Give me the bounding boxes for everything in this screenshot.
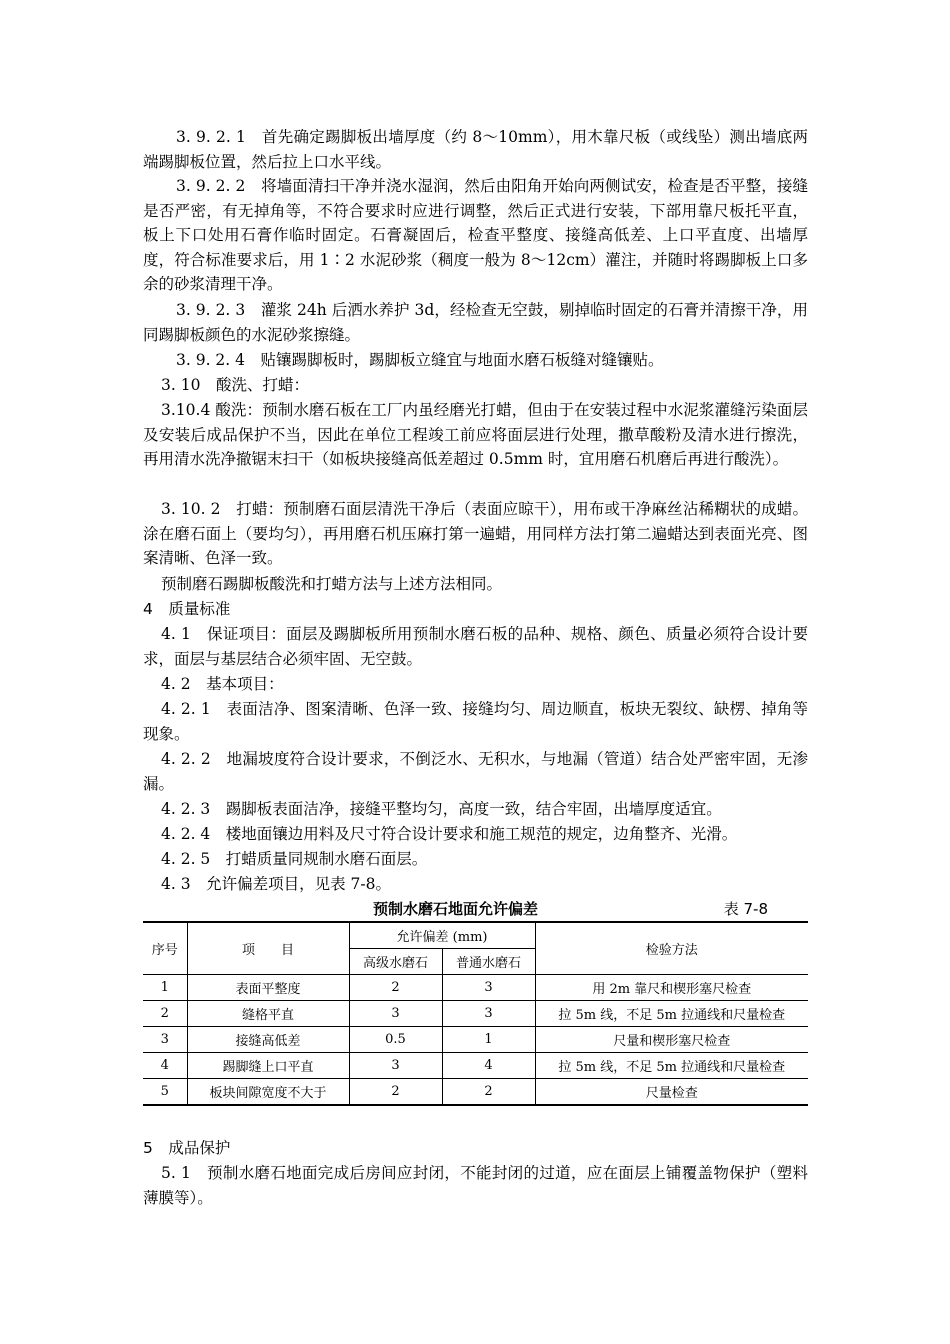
- cell-high: 3: [349, 1053, 442, 1079]
- deviation-table: [143, 921, 808, 1106]
- paragraph-3-10-4: 3.10.4 酸洗：预制水磨石板在工厂内虽经磨光打蜡，但由于在安装过程中水泥浆灌缝污染面层及安装后成品保护不当，因此在单位工程竣工前应将面层进行处理，撒草酸粉及清水进行擦洗，再用清水洗净撤锯末扫干（如板块接缝高低差超过 0.5mm 时，宜用磨石机磨后再进行酸洗）。: [143, 401, 808, 468]
- cell-no: 3: [143, 1027, 187, 1053]
- cell-no: 5: [143, 1079, 187, 1106]
- paragraph-4-3: 4. 3 允许偏差项目，见表 7-8。: [161, 875, 391, 893]
- cell-normal: 4: [442, 1053, 535, 1079]
- paragraph-4-1: 4. 1 保证项目：面层及踢脚板所用预制水磨石板的品种、规格、颜色、质量必须符合设计要求，面层与基层结合必须牢固、无空鼓。: [143, 625, 808, 668]
- section-heading-4: 4 质量标准: [143, 600, 231, 618]
- table-caption: [143, 898, 808, 920]
- cell-normal: 3: [442, 975, 535, 1001]
- paragraph-4-2-5: 4. 2. 5 打蜡质量同规制水磨石面层。: [161, 850, 428, 868]
- paragraph-3-9-2-3: 3. 9. 2. 3 灌浆 24h 后洒水养护 3d，经检查无空鼓，剔掉临时固定的石膏并清擦干净，用同踢脚板颜色的水泥砂浆擦缝。: [143, 301, 808, 344]
- table-row: [143, 975, 808, 1001]
- header-method: 检验方法: [535, 922, 808, 975]
- section-heading-5: 5 成品保护: [143, 1139, 231, 1157]
- paragraph-3-10-2: 3. 10. 2 打蜡：预制磨石面层清洗干净后（表面应晾干），用布或干净麻丝沾稀糊状的成蜡。涂在磨石面上（要均匀），再用磨石机压麻打第一遍蜡，用同样方法打第二遍蜡达到表面光亮、图案清晰、色泽一致。: [143, 500, 808, 567]
- cell-method: 拉 5m 线，不足 5m 拉通线和尺量检查: [535, 1001, 808, 1027]
- header-no: 序号: [143, 922, 187, 975]
- paragraph-4-2: 4. 2 基本项目：: [161, 675, 284, 693]
- header-high-grade: 高级水磨石: [349, 949, 442, 975]
- table-row: [143, 1001, 808, 1027]
- paragraph-3-9-2-2: 3. 9. 2. 2 将墙面清扫干净并浇水湿润，然后由阳角开始向两侧试安，检查是否平整，接缝是否严密，有无掉角等，不符合要求时应进行调整，然后正式进行安装，下部用靠尺板托平直，板上下口处用石膏作临时固定。石膏凝固后，检查平整度、接缝高低差、上口平直度、出墙厚度，符合标准要求后，用 1∶2 水泥砂浆（稠度一般为 8～12cm）灌注，并随时将踢脚板上口多余的砂浆清理干净。: [143, 177, 808, 293]
- paragraph-3-10: 3. 10 酸洗、打蜡：: [161, 376, 309, 394]
- cell-high: 2: [349, 975, 442, 1001]
- table-title: 预制水磨石地面允许偏差: [373, 900, 539, 918]
- cell-item: 缝格平直: [187, 1001, 349, 1027]
- table-row: [143, 1079, 808, 1106]
- cell-normal: 3: [442, 1001, 535, 1027]
- cell-item: 踢脚缝上口平直: [187, 1053, 349, 1079]
- paragraph-5-1: 5. 1 预制水磨石地面完成后房间应封闭，不能封闭的过道，应在面层上铺覆盖物保护（塑料薄膜等）。: [143, 1164, 808, 1207]
- cell-item: 接缝高低差: [187, 1027, 349, 1053]
- paragraph-4-2-3: 4. 2. 3 踢脚板表面洁净，接缝平整均匀，高度一致，结合牢固，出墙厚度适宜。: [161, 800, 722, 818]
- table-number: 表 7-8: [723, 900, 768, 918]
- paragraph-4-2-2: 4. 2. 2 地漏坡度符合设计要求，不倒泛水、无积水，与地漏（管道）结合处严密牢固，无渗漏。: [143, 750, 808, 793]
- cell-normal: 1: [442, 1027, 535, 1053]
- cell-high: 3: [349, 1001, 442, 1027]
- paragraph-3-9-2-1: 3. 9. 2. 1 首先确定踢脚板出墙厚度（约 8～10mm），用木靠尺板（或线坠）测出墙底两端踢脚板位置，然后拉上口水平线。: [143, 128, 808, 171]
- cell-high: 0.5: [349, 1027, 442, 1053]
- table-row: [143, 1053, 808, 1079]
- cell-method: 尺量检查: [535, 1079, 808, 1106]
- cell-method: 用 2m 靠尺和楔形塞尺检查: [535, 975, 808, 1001]
- cell-high: 2: [349, 1079, 442, 1106]
- cell-method: 拉 5m 线，不足 5m 拉通线和尺量检查: [535, 1053, 808, 1079]
- table-header-row: [143, 922, 808, 949]
- paragraph-4-2-4: 4. 2. 4 楼地面镶边用料及尺寸符合设计要求和施工规范的规定，边角整齐、光滑。: [161, 825, 738, 843]
- cell-no: 4: [143, 1053, 187, 1079]
- paragraph-4-2-1: 4. 2. 1 表面洁净、图案清晰、色泽一致、接缝均匀、周边顺直，板块无裂纹、缺楞、掉角等现象。: [143, 700, 808, 743]
- header-item: 项 目: [187, 922, 349, 975]
- header-allowance: 允许偏差 (mm): [349, 922, 535, 949]
- paragraph-skirting-note: 预制磨石踢脚板酸洗和打蜡方法与上述方法相同。: [161, 575, 503, 593]
- paragraph-3-9-2-4: 3. 9. 2. 4 贴镶踢脚板时，踢脚板立缝宜与地面水磨石板缝对缝镶贴。: [176, 351, 664, 369]
- cell-normal: 2: [442, 1079, 535, 1106]
- header-normal-grade: 普通水磨石: [442, 949, 535, 975]
- table-row: [143, 1027, 808, 1053]
- cell-no: 2: [143, 1001, 187, 1027]
- cell-item: 板块间隙宽度不大于: [187, 1079, 349, 1106]
- cell-method: 尺量和楔形塞尺检查: [535, 1027, 808, 1053]
- cell-item: 表面平整度: [187, 975, 349, 1001]
- cell-no: 1: [143, 975, 187, 1001]
